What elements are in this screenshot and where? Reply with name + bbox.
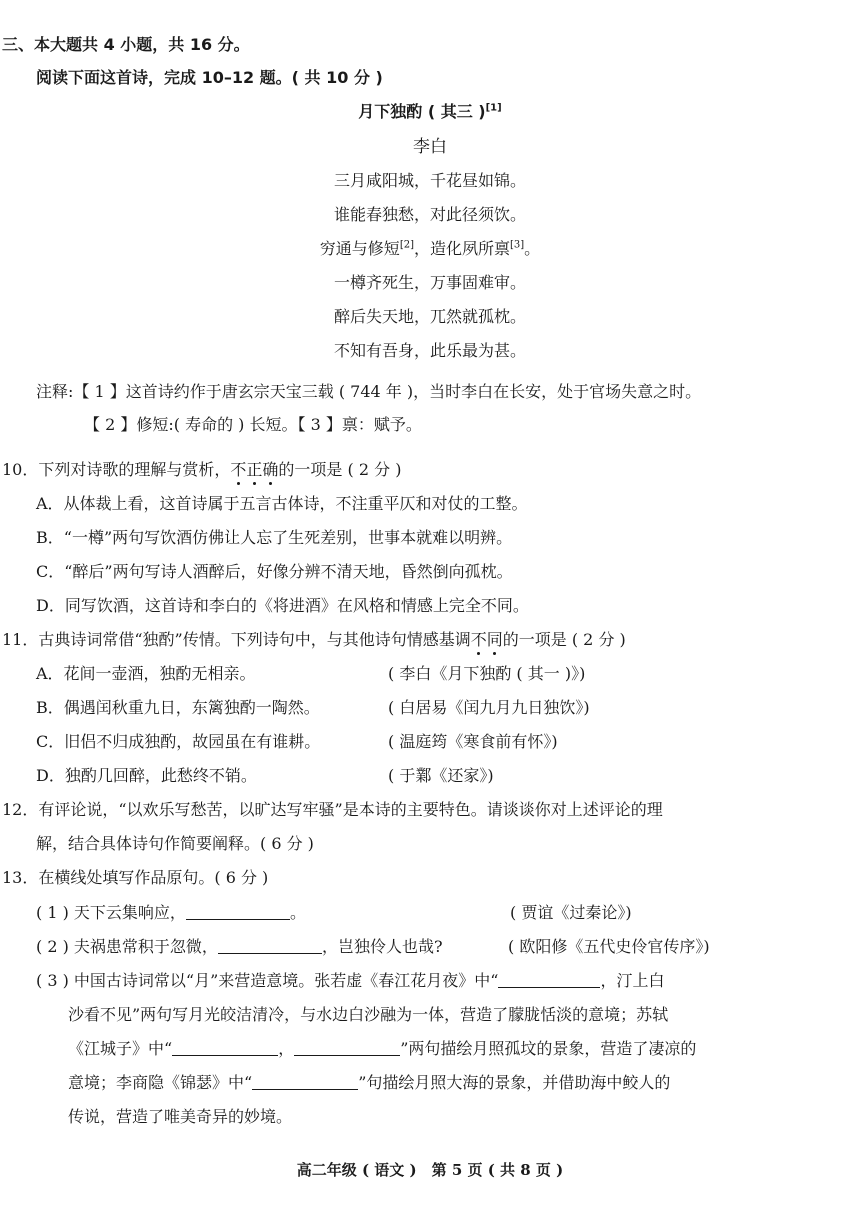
- annotation-line: 【 2 】修短:( 寿命的 ) 长短。【 3 】禀：赋予。: [84, 415, 422, 434]
- footnote-marker: [3]: [510, 239, 525, 251]
- poem-line-part: 。: [524, 239, 541, 258]
- poem-line-part: ，造化夙所禀: [413, 239, 510, 258]
- poem-line: 不知有吾身，此乐最为甚。: [333, 341, 526, 360]
- question-13-item-2: [36, 936, 443, 958]
- item-text: ( 2 ) 夫祸患常积于忽微，: [36, 937, 218, 956]
- question-10-option-c: C．“醉后”两句写诗人酒醉后，好像分辨不清天地，昏然倒向孤枕。: [36, 562, 513, 581]
- stem-text: 的一项是 ( 2 分 ): [502, 630, 626, 649]
- question-12-line: 解，结合具体诗句作简要阐释。( 6 分 ): [36, 834, 314, 853]
- question-13-item-3-line: 沙看不见”两句写月光皎洁清冷，与水边白沙融为一体，营造了朦胧恬淡的意境；苏轼: [68, 1005, 669, 1024]
- answer-blank[interactable]: [218, 937, 322, 954]
- option-source: ( 李白《月下独酌 ( 其一 )》): [388, 664, 586, 683]
- answer-blank[interactable]: [186, 903, 290, 920]
- poem-line: 一樽齐死生，万事固难审。: [333, 273, 526, 292]
- poem-line: [0, 238, 860, 260]
- footnote-marker: [2]: [399, 239, 414, 251]
- answer-blank[interactable]: [252, 1073, 358, 1090]
- question-13-stem: 13．在横线处填写作品原句。( 6 分 ): [2, 868, 269, 887]
- annotation-line: 注释:【 1 】这首诗约作于唐玄宗天宝三载 ( 744 年 )，当时李白在长安，处于官场失意之时。: [36, 382, 702, 401]
- emphasis-char: 同: [486, 630, 503, 649]
- emphasis-char: 不: [230, 460, 247, 479]
- item-text: 《江城子》中“: [68, 1039, 173, 1058]
- item-source: ( 欧阳修《五代史伶官传序》): [508, 937, 710, 956]
- stem-text: 的一项是 ( 2 分 ): [278, 460, 402, 479]
- question-11-option-c: C．旧侣不归成独酌，故园虽在有谁耕。: [36, 732, 321, 751]
- poem-line: 醉后失天地，兀然就孤枕。: [333, 307, 526, 326]
- emphasis-char: 不: [470, 630, 487, 649]
- item-text: 。: [289, 903, 306, 922]
- emphasis-char: 确: [262, 460, 279, 479]
- question-12-line: 12．有评论说，“以欢乐写愁苦，以旷达写牢骚”是本诗的主要特色。请谈谈你对上述评论的理: [2, 800, 663, 819]
- question-10-option-d: D．同写饮酒，这首诗和李白的《将进酒》在风格和情感上完全不同。: [36, 596, 529, 615]
- question-13-item-1: [36, 902, 306, 924]
- question-11-stem: [2, 629, 626, 651]
- item-text: ，汀上白: [600, 971, 665, 990]
- question-10-option-a: A．从体裁上看，这首诗属于五言古体诗，不注重平仄和对仗的工整。: [36, 494, 528, 513]
- question-11-option-d: D．独酌几回醉，此愁终不销。: [36, 766, 257, 785]
- item-text: ( 1 ) 天下云集响应，: [36, 903, 186, 922]
- item-text: ”两句描绘月照孤坟的景象，营造了凄凉的: [400, 1039, 697, 1058]
- question-11-option-a: A．花间一壶酒，独酌无相亲。: [36, 664, 256, 683]
- stem-text: 11．古典诗词常借“独酌”传情。下列诗句中，与其他诗句情感基调: [2, 630, 471, 649]
- question-10-option-b: B．“一樽”两句写饮酒仿佛让人忘了生死差别，世事本就难以明辨。: [36, 528, 513, 547]
- question-10-stem: [2, 459, 401, 481]
- item-text: ，岂独伶人也哉?: [321, 937, 443, 956]
- stem-text: 10．下列对诗歌的理解与赏析，: [2, 460, 231, 479]
- section-heading: 三、本大题共 4 小题，共 16 分。: [2, 35, 250, 54]
- question-11-option-b: B．偶遇闰秋重九日，东篱独酌一陶然。: [36, 698, 320, 717]
- option-source: ( 温庭筠《寒食前有怀》): [388, 732, 558, 751]
- poem-title-note: [1]: [485, 102, 502, 114]
- poem-title-text: 月下独酌 ( 其三 ): [358, 102, 486, 121]
- question-13-item-3-line: 传说，营造了唯美奇异的妙境。: [68, 1107, 293, 1126]
- item-text: ”句描绘月照大海的景象，并借助海中鲛人的: [358, 1073, 671, 1092]
- answer-blank[interactable]: [172, 1039, 278, 1056]
- option-source: ( 于鄴《还家》): [388, 766, 494, 785]
- page-footer: 高二年级 ( 语文 ) 第 5 页 ( 共 8 页 ): [296, 1161, 564, 1179]
- question-13-item-3-line: [68, 1072, 670, 1094]
- answer-blank[interactable]: [498, 971, 600, 988]
- item-text: 意境；李商隐《锦瑟》中“: [68, 1073, 253, 1092]
- option-source: ( 白居易《闰九月九日独饮》): [388, 698, 590, 717]
- poem-author: 李白: [413, 137, 447, 157]
- answer-blank[interactable]: [294, 1039, 400, 1056]
- poem-title: [0, 101, 860, 123]
- emphasis-char: 正: [246, 460, 263, 479]
- question-13-item-3-line: [68, 1038, 696, 1060]
- poem-line: 三月咸阳城，千花昼如锦。: [333, 171, 526, 190]
- item-text: ( 3 ) 中国古诗词常以“月”来营造意境。张若虚《春江花月夜》中“: [36, 971, 499, 990]
- item-text: ，: [278, 1039, 295, 1058]
- reading-instruction: 阅读下面这首诗，完成 10–12 题。( 共 10 分 ): [36, 68, 383, 87]
- question-13-item-3-line: [36, 970, 664, 992]
- poem-line: 谁能春独愁，对此径须饮。: [333, 205, 526, 224]
- poem-line-part: 穷通与修短: [319, 239, 400, 258]
- item-source: ( 贾谊《过秦论》): [510, 903, 632, 922]
